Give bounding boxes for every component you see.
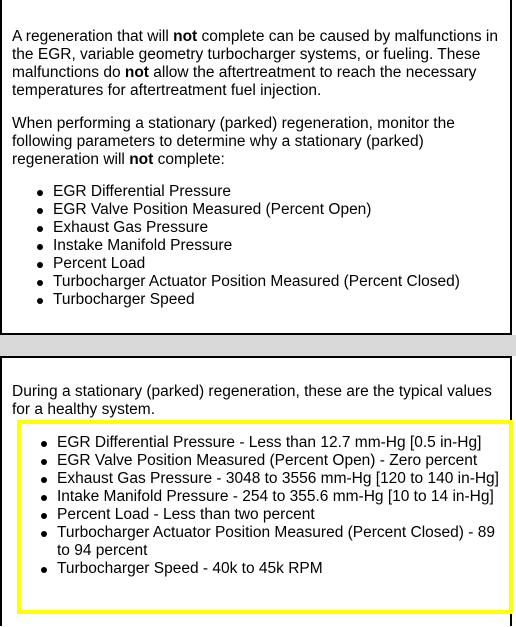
list-item: EGR Differential Pressure [33,183,503,201]
list-item: Instake Manifold Pressure [33,237,503,255]
info-panel-typical-values [0,356,512,626]
emphasis-not: not [173,28,198,45]
text-run: complete can be caused by malfunctions in the EGR, variable geometry turbocharger systems, or fueling. These malfunctions do [12,28,498,81]
panel-separator [0,335,516,356]
list-item: Turbocharger Actuator Position Measured (Percent Closed) - 89 to 94 percent [37,524,507,560]
emphasis-not: not [129,151,154,168]
emphasis-not: not [124,64,149,81]
list-item: Turbocharger Speed - 40k to 45k RPM [37,560,507,578]
monitor-paragraph [12,115,507,169]
typical-values-list [37,434,507,578]
list-item: Exhaust Gas Pressure - 3048 to 3556 mm-Hg [120 to 140 in-Hg] [37,470,507,488]
text-run: A regeneration that will [12,28,174,45]
parameter-list [33,183,503,309]
text-run: allow the aftertreatment to reach the necessary temperatures for aftertreatment fuel injection. [12,64,477,99]
list-item: Turbocharger Actuator Position Measured (Percent Closed) [33,273,503,291]
list-item: EGR Differential Pressure - Less than 12.7 mm-Hg [0.5 in-Hg] [37,434,507,452]
causes-paragraph [12,28,507,100]
list-item: Exhaust Gas Pressure [33,219,503,237]
list-item: Intake Manifold Pressure - 254 to 355.6 mm-Hg [10 to 14 in-Hg] [37,488,507,506]
text-run: When performing a stationary (parked) regeneration, monitor the following parameters to determine why a stationary (parked) regeneration will [12,115,455,168]
list-item: EGR Valve Position Measured (Percent Open) - Zero percent [37,452,507,470]
list-item: Turbocharger Speed [33,291,503,309]
highlight-box [17,420,513,614]
list-item: EGR Valve Position Measured (Percent Open) [33,201,503,219]
text-run: complete: [153,151,225,168]
typical-values-intro: During a stationary (parked) regeneration, these are the typical values for a healthy system. [12,383,492,418]
list-item: Percent Load [33,255,503,273]
list-item: Percent Load - Less than two percent [37,506,507,524]
